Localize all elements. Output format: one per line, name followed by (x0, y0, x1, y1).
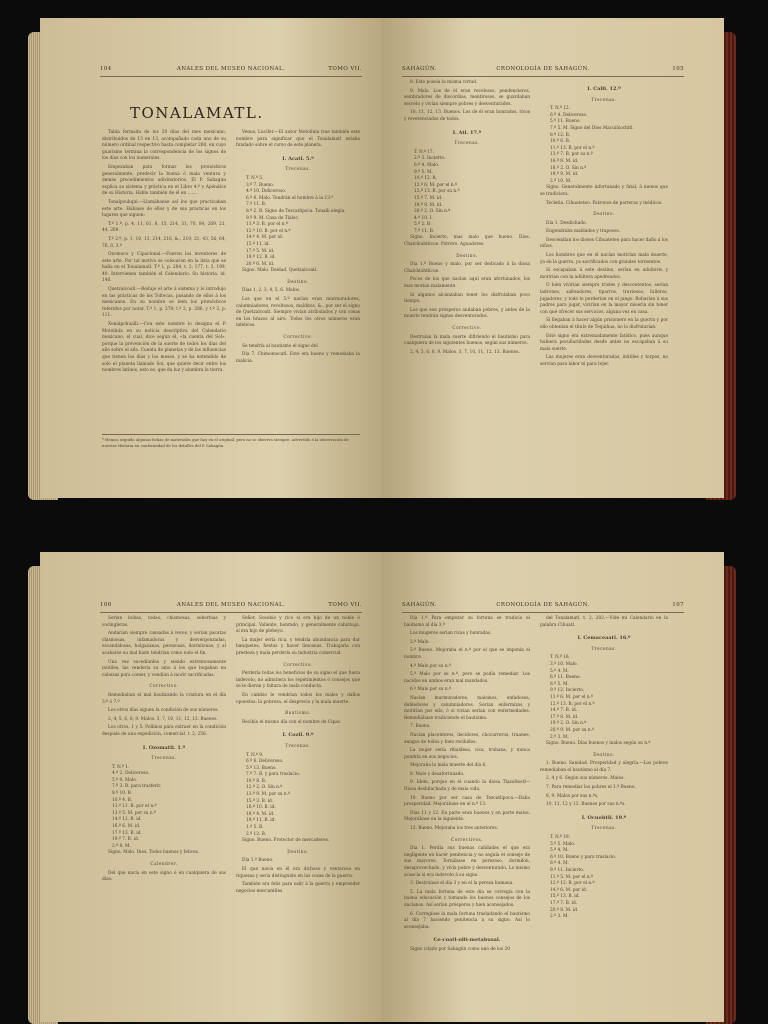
paragraph: 2, 4, 5, 6, 8, 9. Malos. 3, 7, 10, 11, 12, 13. Buenos. (410, 349, 520, 355)
list-item: 18.º 12. B. id. (246, 255, 276, 261)
trecena-list (236, 176, 360, 268)
subsection-heading: Correctivos. (451, 836, 483, 842)
book-spread-bottom (40, 552, 724, 1022)
paragraph: Serían bobas, todas, chismosas, soberbias y vocingleras. (102, 616, 226, 628)
paragraph: 2.º Malo. (410, 639, 430, 645)
list-item: 20.º 6. M. id. (246, 261, 275, 267)
list-item: 10.º 12. B. (414, 176, 437, 182)
subsection-heading: Trecenas. (591, 645, 617, 651)
trecena-list (540, 655, 668, 741)
list-item: 5.º 4. M. (550, 668, 569, 674)
list-item: 15.º 11. id. (246, 241, 270, 247)
list-item: 9.º 11. Incierto. (550, 868, 585, 873)
list-item: 8.º 12. B. (550, 132, 571, 138)
list-item: 14.º 6. M. por id. (550, 887, 588, 893)
list-item: 8.º 4. M. (550, 861, 569, 867)
subsection-heading: Destino. (287, 278, 309, 284)
list-item: 5.º 13. Bueno. (246, 765, 277, 771)
paragraph: Empezaban para formar los pronósticos generalmente, predecir la buena ó mala ventura y demás procedimientos adivinatorios. El P. Sahagún explica su sistema y práctica en el Libro 4.º y Apéndice de su Historia. Hablo también de él en ....... (102, 164, 226, 197)
list-item: T. N.º 19. (550, 835, 571, 841)
section-heading: Ce-coatl-olli-metabusal. (433, 937, 501, 944)
list-item: T. N.º 5. (246, 175, 264, 181)
page-number: 104 (100, 66, 112, 72)
paragraph: Signo. Bueno. Días buenos y malos según su n.º (546, 741, 651, 747)
page-107 (382, 552, 724, 1022)
list-item: T. N.º 16. (550, 655, 571, 661)
paragraph: Los otros. 1 y 5. Pollinos para extraer en la condición después de una expedición, comercial. t. 2, 256. (102, 725, 226, 737)
list-item: 5.º 9. Malo. (112, 777, 138, 783)
page-105 (382, 18, 724, 498)
page-104 (40, 18, 382, 498)
paragraph: En cambio le vendrían todos los males y daños opuestos: la pobreza, el desprecio y la mala muerte. (236, 692, 360, 705)
list-item: 12.º 6. M. por el n.º (414, 182, 458, 188)
text-column-1 (102, 616, 226, 886)
list-item: 19.º 9. M. id. (550, 172, 579, 178)
paragraph: Destruían la mala suerte difiriendo el bautismo para cualquiera de los siguientes buenos, según sus números. (404, 334, 530, 347)
section-title: CRONOLOGÍA DE SAHAGÚN. (496, 602, 590, 608)
paragraph: O bien vivirían siempre tristes y descontentos, serían ladrones, salteadores, tiparros, traviesos, fulleros, jugadores, y todo lo perderían en el juego. Robarían á sus padres para jugar, vivirían en la mayor miseria sin tener con qué ofrecer sus servicios, alguna vez en casa. (540, 283, 668, 315)
paragraph: Los hombres que en él nacían morirían mala muerte, ya en la guerra, ya sacrificados con grandes tormentos. (540, 253, 668, 265)
section-heading: I. Cozil. 9.º (282, 732, 314, 739)
book-spread-top (40, 18, 724, 498)
list-item: 11.º 11. B. por el n.º (112, 804, 157, 810)
section-heading: I. Acatl. 5.º (282, 155, 314, 162)
journal-title: ANALES DEL MUSEO NACIONAL. (176, 602, 286, 608)
list-item: 12.º 13. B. por el n.º (550, 701, 595, 707)
paragraph: Día 1. Perdía sus buenas calidades el que era negligente en hacer penitencia y no seguía el consejo de sus mayores. Tornábase en perezoso, dormilón, desaprovechado, y vivía pobre y desventurado. Lo mismo acaecía si era indevoto á su signo. (404, 846, 530, 878)
list-item: 20.º 2. O. Sin n.º (414, 209, 451, 215)
list-item: 16.º 8. M. id. (550, 158, 579, 164)
paragraph: Tonalpouhqui.—Llamábanse así los que practicaban este arte. Hábiase de ellos y de sus prácticas en los lugares que siguen: (102, 199, 226, 219)
list-item: 7.º 11. B. (246, 202, 267, 208)
subsection-heading: Trecenas. (454, 140, 480, 146)
paragraph: 9. Malo. Los de él eran recelosos, pendencieros, sembradores de discordias, mentirosos, se guardaban secreto y vivían siempre pobres y desventurados. (404, 88, 530, 107)
list-item: 2.º 10. M. (550, 178, 572, 184)
paragraph: Días 1, 2, 3, 4, 5, 6. Malos. (242, 288, 301, 294)
page-title: TONALAMATL. (130, 104, 264, 122)
section-heading: I. Cemaceaatl. 16.º (577, 635, 631, 642)
list-item: 18.º 8. M. id. (414, 202, 443, 208)
paragraph: Los otros días siguen la condición de sus números. (108, 708, 219, 714)
paragraph: Tabla formada de los 20 días del mes mexicano, distribuidos de 13 en 13, acompañado cada uno de su número ordinal respectivo hasta completar 260, en cuyo guarismo termina la correspondencia de los signos de los días con los numerales. (102, 130, 226, 162)
text-column-1 (404, 80, 530, 358)
list-item: 15.º 7. M. id. (414, 195, 443, 201)
paragraph: Pocos de los que nacían aquí eran afortunados, los mas morían malamente. (404, 277, 530, 290)
paragraph: La mujer sería ribaldesa, cica, truhana, y nunca pondría en sus negocios. (404, 748, 530, 760)
running-head (100, 66, 362, 77)
paragraph: Nacían placenteros, decidores, chocarreros, truanes, amigos de todos y bien recibidos. (404, 732, 530, 745)
list-item: 19.º 7. B. id. (112, 837, 140, 843)
list-item: 10.º 4. B. (112, 797, 133, 803)
subsection-heading: Destino. (456, 252, 478, 258)
list-item: 7.º 5. M. Signo del Dios Macuilxochitl. (550, 125, 634, 131)
list-item: 5.º 4. M. (550, 848, 569, 854)
trecena-list (540, 106, 668, 185)
paragraph: También era feliz para salir á la guerra y emprender negocios mercantiles. (236, 882, 360, 894)
list-item: 10.º 6. B. (550, 139, 571, 145)
paragraph: Recibía el mismo día con el nombre de Cipac. (242, 719, 342, 725)
list-item: 8.º 2. B. Signo de Tezcatlipoca. Tonalli elegía. (246, 208, 346, 214)
paragraph: Del que nacía en este signo ó en cualquiera de sus días: (102, 870, 226, 883)
list-item: 9.º 9. M. Casa de Tlaloc. (246, 215, 300, 221)
paragraph: Descendían los dioses Cihuateteo para hacer daño á los niños. (540, 237, 668, 250)
footnote: * Hemos seguido algunas fichas de materiales que hay en el original, pero no se observa siempre, advertido á la observación de nuestra Historia en conformidad de los detalles del P. Sahagún. (102, 434, 360, 448)
page-number: 105 (672, 66, 684, 72)
paragraph: Oxomoco y Cipactonal.—Fueron los inventores de este arte. Por tal motivo se colocaron en la lista que se halla en el Tonalamatl. T.º 1, p. 284, t. 2, 177, t. 3, 199, 40. Intervienen también el Calendario. Su historia, id. 140. (102, 252, 226, 284)
paragraph: Tecletia. Cihuateteo. Patronos de parteras y médicos. (546, 200, 663, 206)
subsection-heading: Destino. (287, 848, 309, 854)
section-heading: I. Atl. 17.º (452, 129, 482, 136)
list-item: 7.º 11. B. (414, 228, 435, 234)
paragraph: Día 1.º Bueno y malo, por ser dedicado á la diosa Chalchiuhtlicue. (404, 262, 530, 274)
subsection-heading: Correctivo. (283, 334, 313, 340)
list-item: 16.º 6. M. id. (112, 824, 141, 830)
list-item: 2.º 12. B. (246, 831, 267, 837)
section-heading: I. Ocuohtli. 19.º (581, 814, 627, 821)
paragraph: El que nacía en él era dichoso y ventaroso en riquezas y sería distinguido en las cosas de la guerra. (236, 867, 360, 879)
list-item: 3.º 10. Malo. (550, 661, 578, 667)
paragraph: 5.º Malo por su n.º, pero se podía remediar. Los nacidos en ambos eran mal mandados. (404, 672, 530, 684)
paragraph: Signo. Bueno. Protector de mercaderes. (242, 838, 330, 844)
paragraph: Este signo era extremadamente fatídico, pues aunque hubiera peculiaridades desde antes no escapaban á su mala suerte. (540, 333, 668, 352)
list-item: 19.º 2. O. Sin n.º (550, 721, 587, 727)
paragraph: 2, 4, 5, 6, 8, 9. Malos. 3, 7, 10, 11, 12, 13. Buenos. (108, 716, 218, 722)
subsection-heading: Trecenas. (285, 742, 311, 748)
list-item: 14.º 4. M. por id. (246, 235, 284, 241)
list-item: 16.º 10. B. id. (246, 805, 276, 811)
list-item: 5.º 2. B. (414, 222, 432, 228)
paragraph: 6. Corregíase la mala fortuna trasladando el bautismo al día 7 haciendo penitencia á su signo. Así lo aconsejaba: (404, 911, 530, 930)
list-item: 6.º 11. Bueno. (550, 675, 581, 681)
paragraph: Día 7. Chimomocatl. Este era bueno y remediaba la malicia. (236, 352, 360, 364)
subsection-heading: Destino. (593, 751, 615, 757)
page-106 (40, 552, 382, 1022)
paragraph: Día 1. Desdichado. (546, 220, 587, 226)
paragraph: Signo citado por Sahagún como uno de los 20 (410, 946, 510, 952)
paragraph: 1. Bueno. Sanidad. Prosperidad y alegría.—Los pobres remediaban el bautismo al día 7. (540, 761, 668, 773)
list-item: 13.º 7. B. por su n.º (550, 152, 593, 158)
list-item: 13.º 9. M. por su n.º (246, 792, 291, 798)
subsection-heading: Trecenas. (285, 166, 311, 172)
paragraph: 2, 4 y 6. Según sus números. Malos. (546, 776, 625, 782)
text-column-1 (102, 130, 226, 377)
list-item: 11.º 5. M. por el n.º (550, 874, 594, 880)
list-item: 8.º 10. B. (112, 791, 133, 797)
running-head (402, 66, 684, 77)
list-item: 19.º 11. B. id. (246, 818, 276, 824)
trecena-list (102, 765, 226, 851)
list-item: 3.º 5. Malo. (550, 841, 576, 847)
list-item: 11.º 13. B. por el n.º (550, 145, 595, 151)
list-item: 11.º 3. B. por el n.º (246, 222, 288, 228)
list-item: 20.º 8. M. id. (550, 907, 579, 913)
list-item: 4.º 10. Deliceroso. (246, 189, 287, 195)
trecena-list (236, 753, 360, 839)
list-item: 18.º 2. O. Sin n.º (550, 165, 587, 171)
list-item: 15.º 13. B. id. (550, 894, 580, 900)
list-item: T. N.º 17. (414, 149, 435, 155)
subsection-heading: Calendrer. (150, 861, 178, 866)
list-item: 14.º 12. B. id. (112, 817, 142, 823)
list-item: T. N.º 9. (246, 752, 264, 758)
subsection-heading: Correctivo. (452, 325, 482, 330)
paragraph: 3.º Bueno. Mejoraba el n.º por el que se imponía el nombre. (404, 648, 530, 660)
paragraph: Las mujeres eran desventuradas, inútiles y torpes, no servían para labor ni para tejer. (540, 355, 668, 367)
paragraph: Venus, Lucifer.—El autor Motolinía trae también este nombre para significar que el Tonalamatl estaba fundado sobre el curso de este planeta. (236, 130, 360, 149)
list-item: 13.º 13. B. por su n.º (414, 189, 460, 195)
subsection-heading: Trecenas. (591, 96, 617, 102)
list-item: 13.º 5. M. por su n.º (112, 810, 157, 816)
paragraph: Signo. Incierto, mas malo que bueno. Dios. Chalchiuhtlicue. Potrero. Aguadores. (404, 235, 530, 248)
list-item: 6.º 10. Bueno y para traslacio. (550, 854, 617, 860)
list-item: 9.º 12. Incierto. (550, 688, 585, 694)
list-item: 6.º 8. Malo. Tendrán el hombre á la 13.ª (246, 195, 334, 201)
trecena-list (540, 835, 668, 921)
paragraph: Signo. Generalmente infortunado y fatal, á menos que se tradiciera. (540, 185, 668, 197)
paragraph: Si algunos alcanzaban tener los disfrutaban poco tiempo. (404, 292, 530, 305)
list-item: 17.º 8. M. id. (550, 714, 579, 720)
author-label: SAHAGÚN. (402, 66, 437, 72)
paragraph: Día 1.º Para empezar su fortuna se tradicía el bautismo al día 3.º (404, 616, 530, 628)
list-item: 20.º 9. M. por su n.º (550, 727, 595, 733)
list-item: 7.º 7. B. y para traslacio. (246, 772, 301, 778)
paragraph: Días 11 y 12. En parte eran buenos y en parte malos. Mejorábase en la siguiente. (404, 810, 530, 823)
paragraph: Remediaban el mal bautizando la criatura en el día 3.º ó 7.º (102, 692, 226, 705)
paragraph: 7. Para remediar los pobres el 1.º Bueno. (546, 785, 636, 791)
paragraph: 5. La mala fortuna de este día se corregía con la buena educación y tomando los buenos consejos de los ancianos. Así serían prósperos y bien aconsejados. (404, 889, 530, 908)
list-item: 10.º 8. B. (246, 778, 267, 784)
paragraph: Xonalpohualli.—Con este nombre lo designa el P. Motolinía en su noticia descriptiva del Calendario mexicano, el cual, dice según él, «la cuenta del Sol», porque la prevención de la suerte de todos los días del año sobre el año. Cuenta de planetas y de las influencias que tienen los días y los meses, y se ha entendido de solo el planeta llamado Sol, que quiere decir entre los nombres latinos, esto es, que da luz y alumbra la tierra. (102, 322, 226, 374)
list-item: 12.º 10. B. por el n.º (246, 228, 291, 234)
subsection-heading: Trecenas. (591, 825, 617, 831)
list-item: 2.º 3. Incierto. (414, 156, 446, 162)
list-item: 11.º 6. M. por el n.º (550, 694, 594, 700)
list-item: T. N.º 12. (550, 106, 571, 112)
paragraph: T.º 1.º, p. 4, 11, 61, 8, 15, 214, 31, 70, 84, 269, 21, 44, 269. (102, 221, 226, 234)
paragraph: Andarían siempre cansadas á veces, y serían pacatas chismosas, infamadoras y desvergonzadas, escandalosas, holgazanas, perezosas, dormilonas; y al acabarse su mal hado tendrían como nulo el fin. (102, 631, 226, 656)
section-title: CRONOLOGÍA DE SAHAGÚN. (496, 66, 590, 72)
list-item: 4.º 10. I. (414, 215, 433, 221)
paragraph: Señor, Sosobio y rico si era hijo de un noble ó principal. Valiente, honrado, y generalmente cabizbajo, sí era hijo de plebeyo. (236, 616, 360, 635)
paragraph: T.º 2.º, p. 1, 10, 13, 214, 216, &., 219, 21, 43, 56, 64, 76, 8, 3.º (102, 236, 226, 249)
paragraph: 7. Bueno. (410, 724, 431, 730)
text-column-2 (540, 616, 668, 921)
list-item: 8.º 5. M. (550, 681, 569, 687)
section-heading: I. Ozomatli. 1.º (142, 744, 186, 751)
paragraph: 10, 11, 12, 13. Buenos. Los de él eran honrados, ricos y reverenciados de todos. (404, 110, 530, 122)
paragraph: Engendraba maldades y traposos. (546, 229, 621, 235)
paragraph: Signo. Malo. Dios. Todos buenos y felices. (108, 850, 200, 856)
paragraph: Los mugeres serían ricas y honradas. (410, 631, 492, 637)
paragraph: 3. Destruíase el día 3 y en el la pereza humana. (410, 881, 514, 887)
trecena-list (404, 150, 530, 236)
paragraph: Perdería todas los beneficios de su signo el que fuera indevoto, no admitiera los repetimientos ó consejos que se le dieran y faltara de mala conducta. (236, 671, 360, 690)
list-item: 6.º 4. Malo. (414, 162, 440, 168)
author-label: SAHAGÚN. (402, 602, 437, 608)
text-column-2 (236, 616, 360, 897)
paragraph: 8. Este poseía la misma virtud. (410, 80, 478, 85)
list-item: 7.º 3. B. para trasferir. (112, 784, 162, 790)
paragraph: Mejoraba la mala muerte del día 6. (410, 763, 487, 769)
paragraph: 4.º Malo por su n.º (410, 663, 452, 669)
list-item: 4.º 2. Deliceroso. (112, 771, 150, 777)
volume-label: TOMO VII. (328, 66, 362, 72)
list-item: 18.º 4. M. id. (246, 811, 275, 817)
list-item: 5.º 11. Bueno. (550, 119, 581, 125)
text-column-2 (236, 130, 360, 367)
paragraph: Quetzalcoatl.—Redujo el arte á sistema y lo introdujo en las prácticas de los Toltecas, pasando de ellos á los mexicanos. En su nombre se leen los pronósticos referidos por notar. T.º 1, p. 279; t.º 2, p. 286, y t.º 3, p. 111. (102, 287, 226, 319)
subsection-heading: Destino. (593, 211, 615, 217)
text-column-2 (540, 80, 668, 371)
list-item: 12.º 12. B. por el n.º (550, 881, 595, 887)
list-item: 2.º 3. M. (550, 914, 569, 920)
subsection-heading: Correctivo. (149, 683, 179, 689)
list-item: T. N.º 1. (112, 764, 130, 770)
paragraph: 13. Bueno. Mejoraba los tres anteriores. (410, 826, 499, 832)
paragraph: 9. Idem, porque en él cuando la diosa Tlazolteotl—Diosa deshilachada y de mala vida. (404, 780, 530, 793)
journal-title: ANALES DEL MUSEO NACIONAL. (176, 66, 286, 72)
page-number: 106 (100, 602, 112, 608)
list-item: 14.º 7. B. id. (550, 708, 578, 714)
list-item: 9.º 5. M. (414, 169, 433, 175)
list-item: 2.º 8. M. (112, 843, 131, 849)
subsection-heading: Correctivo. (283, 661, 313, 667)
text-column-1 (404, 616, 530, 956)
subsection-heading: Bautismo. (285, 710, 311, 716)
section-heading: I. Calli. 12.º (587, 86, 621, 92)
paragraph: Signo. Malo. Deidad. Quetzalcoatl. (242, 268, 318, 274)
list-item: 17.º 13. B. id. (112, 830, 142, 836)
paragraph: La mujer sería rica, y tendría abundancia para dar banquetes, fiestas y hacer limosnas. Trabajaría con presteza y mala perdería su industria comercial. (236, 637, 360, 656)
paragraph: 8. Malo y desafortunado. (410, 771, 465, 777)
paragraph: Los que son prósperos andaban pobres, y antes de la muerte tendrán signos desventurados. (404, 307, 530, 320)
list-item: 12.º 2. O. Sin n.º (246, 785, 283, 791)
page-number: 107 (672, 602, 684, 608)
running-head (402, 602, 684, 613)
running-head (100, 602, 362, 613)
paragraph: Una vez sucedíanles y siendo extremosamente inútiles, las vendería su amo á los que bogaban en cabezas para comer, y vendían á morir sacrificadas. (102, 659, 226, 678)
list-item: 15.º 3. B. id. (246, 798, 274, 804)
paragraph: Nacían murmuradores, malsinos, enfadosos, dobledores y calumniadores. Serían enfermizos y morirían por ello, ó si vivían serían con enfermedades. Remediábase tradiciendo el bautismo. (404, 695, 530, 721)
paragraph: Día 1.º Bueno. (242, 858, 274, 864)
paragraph: 8, 9. Malos por sus n.ºs. (546, 793, 599, 799)
list-item: 3.º 7. Bueno. (246, 182, 275, 188)
list-item: 6.º 6. Deliceroso. (246, 759, 284, 765)
paragraph: 10, 11, 12 y 13. Buenos por sus n.ºs. (546, 802, 626, 808)
subsection-heading: Trecenas. (151, 755, 177, 761)
paragraph: del Tonalamatl, t. 2, 282.—Vide mi Calendario en la palabra Cihuatl. (540, 616, 668, 628)
paragraph: 6.º Malo por su n.º (410, 687, 452, 693)
list-item: 17.º 7. B. id. (550, 900, 578, 906)
paragraph: Los que en el 5.º nacían eran murmuradores, calumniadores, revoltosos, malditos, &., por ser el signo de Quetzalcoatl. Siempre vivían atribulados y con cosas en los brazos al aire. Todos los otros números eran infelices. (236, 297, 360, 329)
paragraph: 10. Bueno por ser casa de Tezcatlipoca.—Daba prosperidad. Mejorábase en el n.º 13. (404, 795, 530, 808)
paragraph: Se tendría al bautismo el signo del (242, 343, 318, 349)
paragraph: Si escapaban á este destino, serían en adulterio y morirían con la adúltera apedreados. (540, 268, 668, 280)
list-item: 1.º 5. B. (246, 825, 264, 831)
list-item: 6.º 4. Deliceroso. (550, 112, 588, 118)
list-item: 2.º 3. M. (550, 734, 569, 740)
list-item: 17.º 5. M. id. (246, 248, 275, 254)
volume-label: TOMO VII. (328, 602, 362, 608)
paragraph: Si llegaban á hacer algún prisionero en la guerra y por ello obtenían el título de Tequihua, no lo disfrutarían. (540, 318, 668, 330)
